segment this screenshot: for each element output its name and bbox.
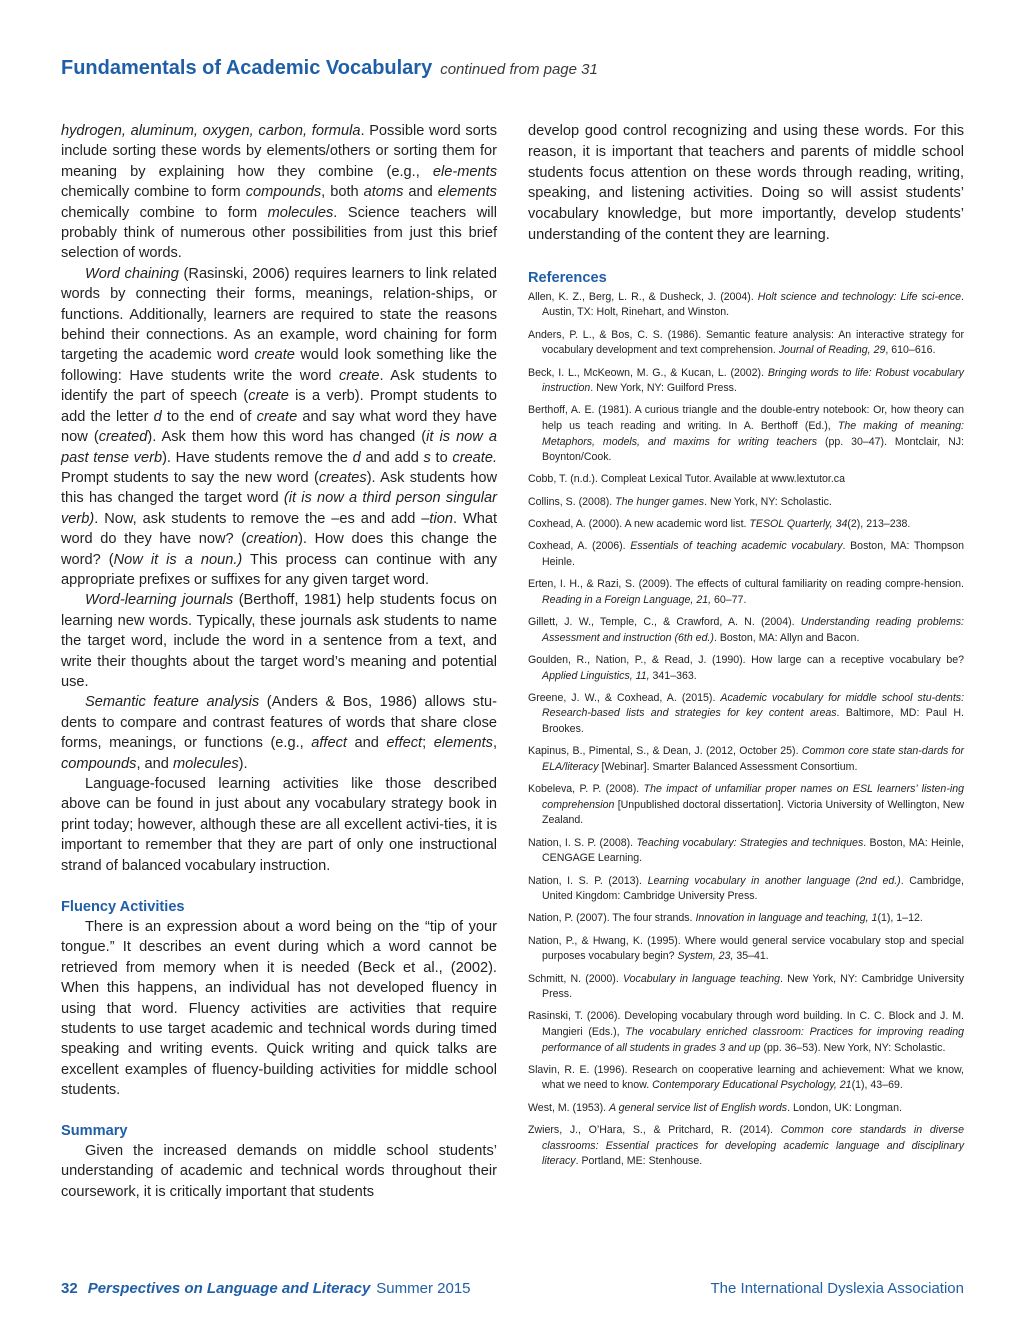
italic-run: affect (311, 735, 347, 752)
text-run: Berthoff, A. E. (1981). A curious triangle and the double-entry notebook: Or, how theory can help us teach reading and writing. In A. Berthoff (Ed.), (528, 404, 964, 432)
italic-run: d (352, 449, 361, 466)
italic-run: Learning vocabulary in another language (2nd ed.) (647, 874, 901, 887)
italic-run: Understanding reading problems: Assessment and instruction (6th ed.) (542, 616, 964, 644)
continued-note: continued from page 31 (440, 61, 598, 78)
reference-entry (528, 1123, 964, 1170)
text-run: Gillett, J. W., Temple, C., & Crawford, A. N. (2004). (528, 616, 801, 629)
italic-run: compounds (245, 184, 322, 201)
italic-run: d (153, 408, 162, 425)
text-run: chemically combine to form (61, 184, 246, 201)
italic-run: tion (429, 510, 453, 527)
section-heading-fluency: Fluency Activities (61, 899, 185, 916)
italic-run: Common core standards in diverse classrooms: Essential practices for developing academic language and disciplinary literacy (542, 1124, 964, 1168)
text-run: . Ask students to identify the part of speech ( (61, 367, 497, 405)
italic-run: created (98, 429, 148, 446)
italic-run: Word chaining (85, 265, 179, 282)
italic-run: Reading in a Foreign Language, 21, (542, 593, 712, 606)
italic-run: atoms (363, 184, 404, 201)
article-title: Fundamentals of Academic Vocabulary (61, 57, 433, 79)
italic-run: Common core state stan-dards for ELA/literacy (542, 745, 964, 773)
text-run: . Cambridge, United Kingdom: Cambridge University Press. (542, 874, 964, 903)
reference-entry (528, 615, 964, 646)
text-run: and (346, 735, 387, 752)
italic-run: it is now a past tense verb (61, 429, 498, 466)
reference-entry (528, 472, 964, 488)
text-run: Nation, I. S. P. (2013). (528, 874, 648, 887)
reference-entry (528, 1009, 964, 1056)
text-run: . Boston, MA: Heinle, CENGAGE Learning. (542, 836, 964, 865)
italic-run: create (248, 388, 289, 405)
section-heading-references: References (528, 269, 607, 286)
section-heading-summary: Summary (61, 1122, 128, 1139)
organization-name: The International Dyslexia Association (710, 1280, 964, 1297)
text-run: Slavin, R. E. (1996). Research on cooperative learning and achievement: What we know, what we need to know. (528, 1063, 964, 1092)
italic-run: elements (437, 184, 497, 201)
text-run: Cobb, T. (n.d.). Compleat Lexical Tutor. Available at www.lextutor.ca (528, 473, 845, 486)
text-run: . What word do they have now? ( (61, 510, 498, 548)
italic-run: Bringing words to life: Robust vocabulary instruction (542, 366, 964, 395)
reference-entry (528, 874, 964, 905)
text-run: , both (321, 184, 364, 201)
text-run: and (403, 184, 438, 201)
text-run: . Science teachers will probably think of numerous other possibilities from just this brief selection of words. (61, 204, 497, 262)
italic-run: molecules (267, 204, 334, 221)
italic-run: Contemporary Educational Psychology, 21 (652, 1079, 852, 1092)
paragraph-fluency: There is an expression about a word being on the “tip of your tongue.” It describes an event during which a word cannot be retrieved from memory when it is needed (Beck et al., (2002). When this happens, an individual has not developed fluency in using that word. Fluency activities are activities that require students to use target academic and technical words during timed speaking and writing events. Quick writing and quick talks are excellent examples of fluency-building activities for middle school students. (61, 919, 497, 1099)
text-run: (2), 213–238. (847, 518, 911, 531)
text-run: Schmitt, N. (2000). (528, 972, 623, 985)
text-run: . Now, ask students to remove the –es and add – (94, 510, 430, 527)
italic-run: Now it is a noun.) (113, 551, 243, 568)
italic-run: The hunger games (615, 495, 705, 508)
italic-run: create. (452, 449, 498, 466)
text-run: . Portland, ME: Stenhouse. (575, 1155, 703, 1168)
italic-run: Essentials of teaching academic vocabulary (630, 540, 843, 553)
text-run: , and (136, 755, 173, 772)
italic-run: creation (246, 531, 299, 548)
text-run: is a verb). Prompt students to add the letter (61, 388, 497, 425)
italic-run: Vocabulary in language teaching (622, 972, 781, 985)
italic-run: Word-learning journals (85, 592, 234, 609)
reference-entry (528, 403, 964, 465)
text-run: (pp. 36–53). New York, NY: Scholastic. (760, 1041, 946, 1054)
journal-name: Perspectives on Language and Literacy (87, 1280, 371, 1297)
reference-entry (528, 290, 964, 321)
reference-entry (528, 836, 964, 867)
text-run: , (492, 735, 497, 752)
italic-run: hydrogen, aluminum, oxygen, carbon, formula (61, 123, 361, 139)
text-run: Allen, K. Z., Berg, L. R., & Dusheck, J. (2004). (528, 290, 758, 303)
text-run: Rasinski, T. (2006). Developing vocabulary through word building. In C. C. Block and J. M. Mangieri (Eds.), (528, 1010, 964, 1038)
text-run: to the end of (161, 408, 257, 425)
reference-entry (528, 934, 964, 965)
text-run: Kobeleva, P. P. (2008). (528, 783, 644, 796)
text-run: 341–363. (649, 669, 697, 682)
italic-run: A general service list of English words (609, 1101, 788, 1114)
reference-entry (528, 495, 964, 511)
text-run: . Austin, TX: Holt, Rinehart, and Winston. (542, 290, 964, 319)
text-run: [Webinar]. Smarter Balanced Assessment Consortium. (598, 760, 858, 773)
text-run: Coxhead, A. (2000). A new academic word list. (528, 518, 750, 531)
text-run: Nation, I. S. P. (2008). (528, 836, 637, 849)
text-run: and say what word they have now ( (61, 408, 497, 446)
text-run: ). How does this change the word? ( (61, 531, 497, 568)
text-run: to (430, 449, 453, 466)
text-run: Erten, I. H., & Razi, S. (2009). The effects of cultural familiarity on reading compre-hension. (528, 578, 964, 591)
right-column (528, 121, 964, 1177)
text-run: . New York, NY: Scholastic. (704, 495, 832, 508)
text-run: Zwiers, J., O’Hara, S., & Pritchard, R. (2014). (528, 1124, 781, 1137)
italic-run: System, 23, (677, 950, 734, 963)
text-run: . Possible word sorts include sorting these words by elements/others or sorting them for meaning by explaining how they combine (e.g., (61, 123, 497, 180)
italic-run: Academic vocabulary for middle school stu-dents: Research-based lists and strategies for key content areas (542, 691, 965, 720)
text-run: ). Have students remove the (162, 449, 353, 466)
text-run: (1), 43–69. (851, 1079, 903, 1092)
journal-issue: Summer 2015 (376, 1280, 471, 1297)
text-run: . New York, NY: Cambridge University Press. (542, 972, 964, 1001)
paragraph-word-chaining (61, 264, 497, 591)
paragraph-summary-continued: develop good control recognizing and using these words. For this reason, it is important that teachers and parents of middle school students focus attention on these words through reading, writing, speaking, and listening activities. Doing so will assist students’ vocabulary knowledge, but more importantly, develop students’ understanding of the content they are learning. (528, 123, 964, 243)
text-run: . New York, NY: Guilford Press. (590, 382, 737, 395)
text-run: Collins, S. (2008). (528, 495, 616, 508)
reference-entry (528, 539, 964, 570)
text-run: . Boston, MA: Allyn and Bacon. (713, 631, 860, 644)
italic-run: compounds (61, 755, 137, 772)
reference-entry (528, 744, 964, 775)
references-list (528, 290, 964, 1170)
paragraph-semantic-feature-analysis (61, 692, 497, 774)
text-run: (pp. 30–47). Montclair, NJ: Boynton/Cook. (542, 435, 964, 464)
text-run: (Rasinski, 2006) requires learners to link related words by connecting their forms, meanings, relation-ships, or functions. Additionally, learners are required to state the reasons behind their connections. As an example, word chaining for form targeting the academic word (61, 265, 497, 364)
text-run: ; (422, 735, 434, 752)
text-run: (1), 1–12. (877, 912, 923, 925)
reference-entry (528, 691, 964, 738)
reference-entry (528, 517, 964, 533)
reference-entry (528, 366, 964, 397)
text-run: [Unpublished doctoral dissertation]. Victoria University of Wellington, New Zealand. (542, 798, 964, 827)
paragraph-summary: Given the increased demands on middle school students’ understanding of academic and technical words throughout their coursework, it is critically important that students (61, 1142, 497, 1200)
text-run: 60–77. (711, 593, 747, 606)
reference-entry (528, 577, 964, 608)
running-header (61, 57, 961, 80)
paragraph-word-learning-journals (61, 590, 497, 692)
italic-run: elements (433, 735, 493, 752)
italic-run: create (256, 408, 298, 425)
reference-entry (528, 1063, 964, 1094)
text-run: Anders, P. L., & Bos, C. S. (1986). Semantic feature analysis: An interactive strategy for vocabulary development and text comprehension. (528, 328, 964, 357)
text-run: (Anders & Bos, 1986) allows stu-dents to compare and contrast features of words that share close forms, meanings, or functions (e.g., (61, 694, 497, 752)
reference-entry (528, 972, 964, 1003)
text-run: would look something like the following: Have students write the word (61, 347, 497, 384)
footer-left (61, 1280, 471, 1298)
text-run: Goulden, R., Nation, P., & Read, J. (1990). How large can a receptive vocabulary be? (528, 653, 964, 666)
italic-run: The vocabulary enriched classroom: Practices for improving reading performance of all students in grades 3 and up (542, 1026, 964, 1054)
italic-run: create (254, 347, 295, 364)
text-run: , 610–616. (885, 344, 936, 357)
text-run: Kapinus, B., Pimental, S., & Dean, J. (2012, October 25). (528, 745, 802, 758)
text-run: Greene, J. W., & Coxhead, A. (2015). (528, 691, 721, 704)
text-run: Nation, P. (2007). The four strands. (528, 912, 696, 925)
italic-run: The making of meaning: Metaphors, models, and maxims for writing teachers (542, 420, 965, 448)
italic-run: Teaching vocabulary: Strategies and techniques (636, 836, 864, 849)
text-run: . Baltimore, MD: Paul H. Brookes. (542, 707, 965, 735)
page-footer (61, 1280, 964, 1302)
text-run: Beck, I. L., McKeown, M. G., & Kucan, L. (2002). (528, 366, 768, 379)
italic-run: Journal of Reading, 29 (778, 344, 886, 357)
text-run: West, M. (1953). (528, 1101, 610, 1114)
text-run: and add (360, 449, 424, 466)
italic-run: ele-ments (432, 163, 497, 180)
italic-run: Innovation in language and teaching, 1 (695, 912, 878, 925)
left-column (61, 121, 497, 1202)
italic-run: creates (318, 469, 367, 486)
text-run: chemically combine to form (61, 204, 268, 221)
reference-entry (528, 653, 964, 684)
reference-entry (528, 328, 964, 359)
italic-run: TESOL Quarterly, 34 (749, 518, 848, 531)
text-run: ). (238, 755, 248, 772)
italic-run: Holt science and technology: Life sci-ence (757, 290, 962, 303)
reference-entry (528, 1101, 964, 1117)
text-run: . Boston, MA: Thompson Heinle. (542, 540, 964, 568)
text-run: Nation, P., & Hwang, K. (1995). Where would general service vocabulary stop and special purposes vocabulary begin? (528, 934, 964, 963)
italic-run: Semantic feature analysis (85, 694, 260, 711)
italic-run: effect (386, 735, 423, 752)
text-run: . London, UK: Longman. (787, 1101, 902, 1114)
italic-run: s (423, 449, 431, 466)
reference-entry (528, 911, 964, 927)
text-run: ). Ask them how this word has changed ( (147, 429, 427, 446)
paragraph-language-focused: Language-focused learning activities like those described above can be found in just about any vocabulary strategy book in print today; however, although these are all excellent activi-ties, it is important to remember that they are part of only one instructional strand of balanced vocabulary instruction. (61, 776, 497, 874)
text-run: Coxhead, A. (2006). (528, 540, 631, 553)
page-number: 32 (61, 1280, 78, 1297)
italic-run: create (338, 367, 380, 384)
italic-run: The impact of unfamiliar proper names on ESL learners’ listen-ing comprehension (542, 783, 964, 811)
reference-entry (528, 782, 964, 829)
text-run: ). Ask students how this has changed the target word (61, 469, 497, 507)
italic-run: Applied Linguistics, 11, (542, 669, 650, 682)
text-run: 35–41. (733, 950, 769, 963)
paragraph-elements-example (61, 121, 497, 264)
italic-run: (it is now a third person singular verb) (61, 490, 497, 527)
text-run: Prompt students to say the new word ( (61, 469, 319, 486)
italic-run: molecules (172, 755, 239, 772)
text-run: This process can continue with any appropriate prefixes or suffixes for any given target word. (61, 551, 497, 588)
text-run: (Berthoff, 1981) help students focus on learning new words. Typically, these journals ask students to name the target word, include the word in a sentence from a text, and write their thoughts about the target word’s meaning and potential use. (61, 592, 497, 690)
